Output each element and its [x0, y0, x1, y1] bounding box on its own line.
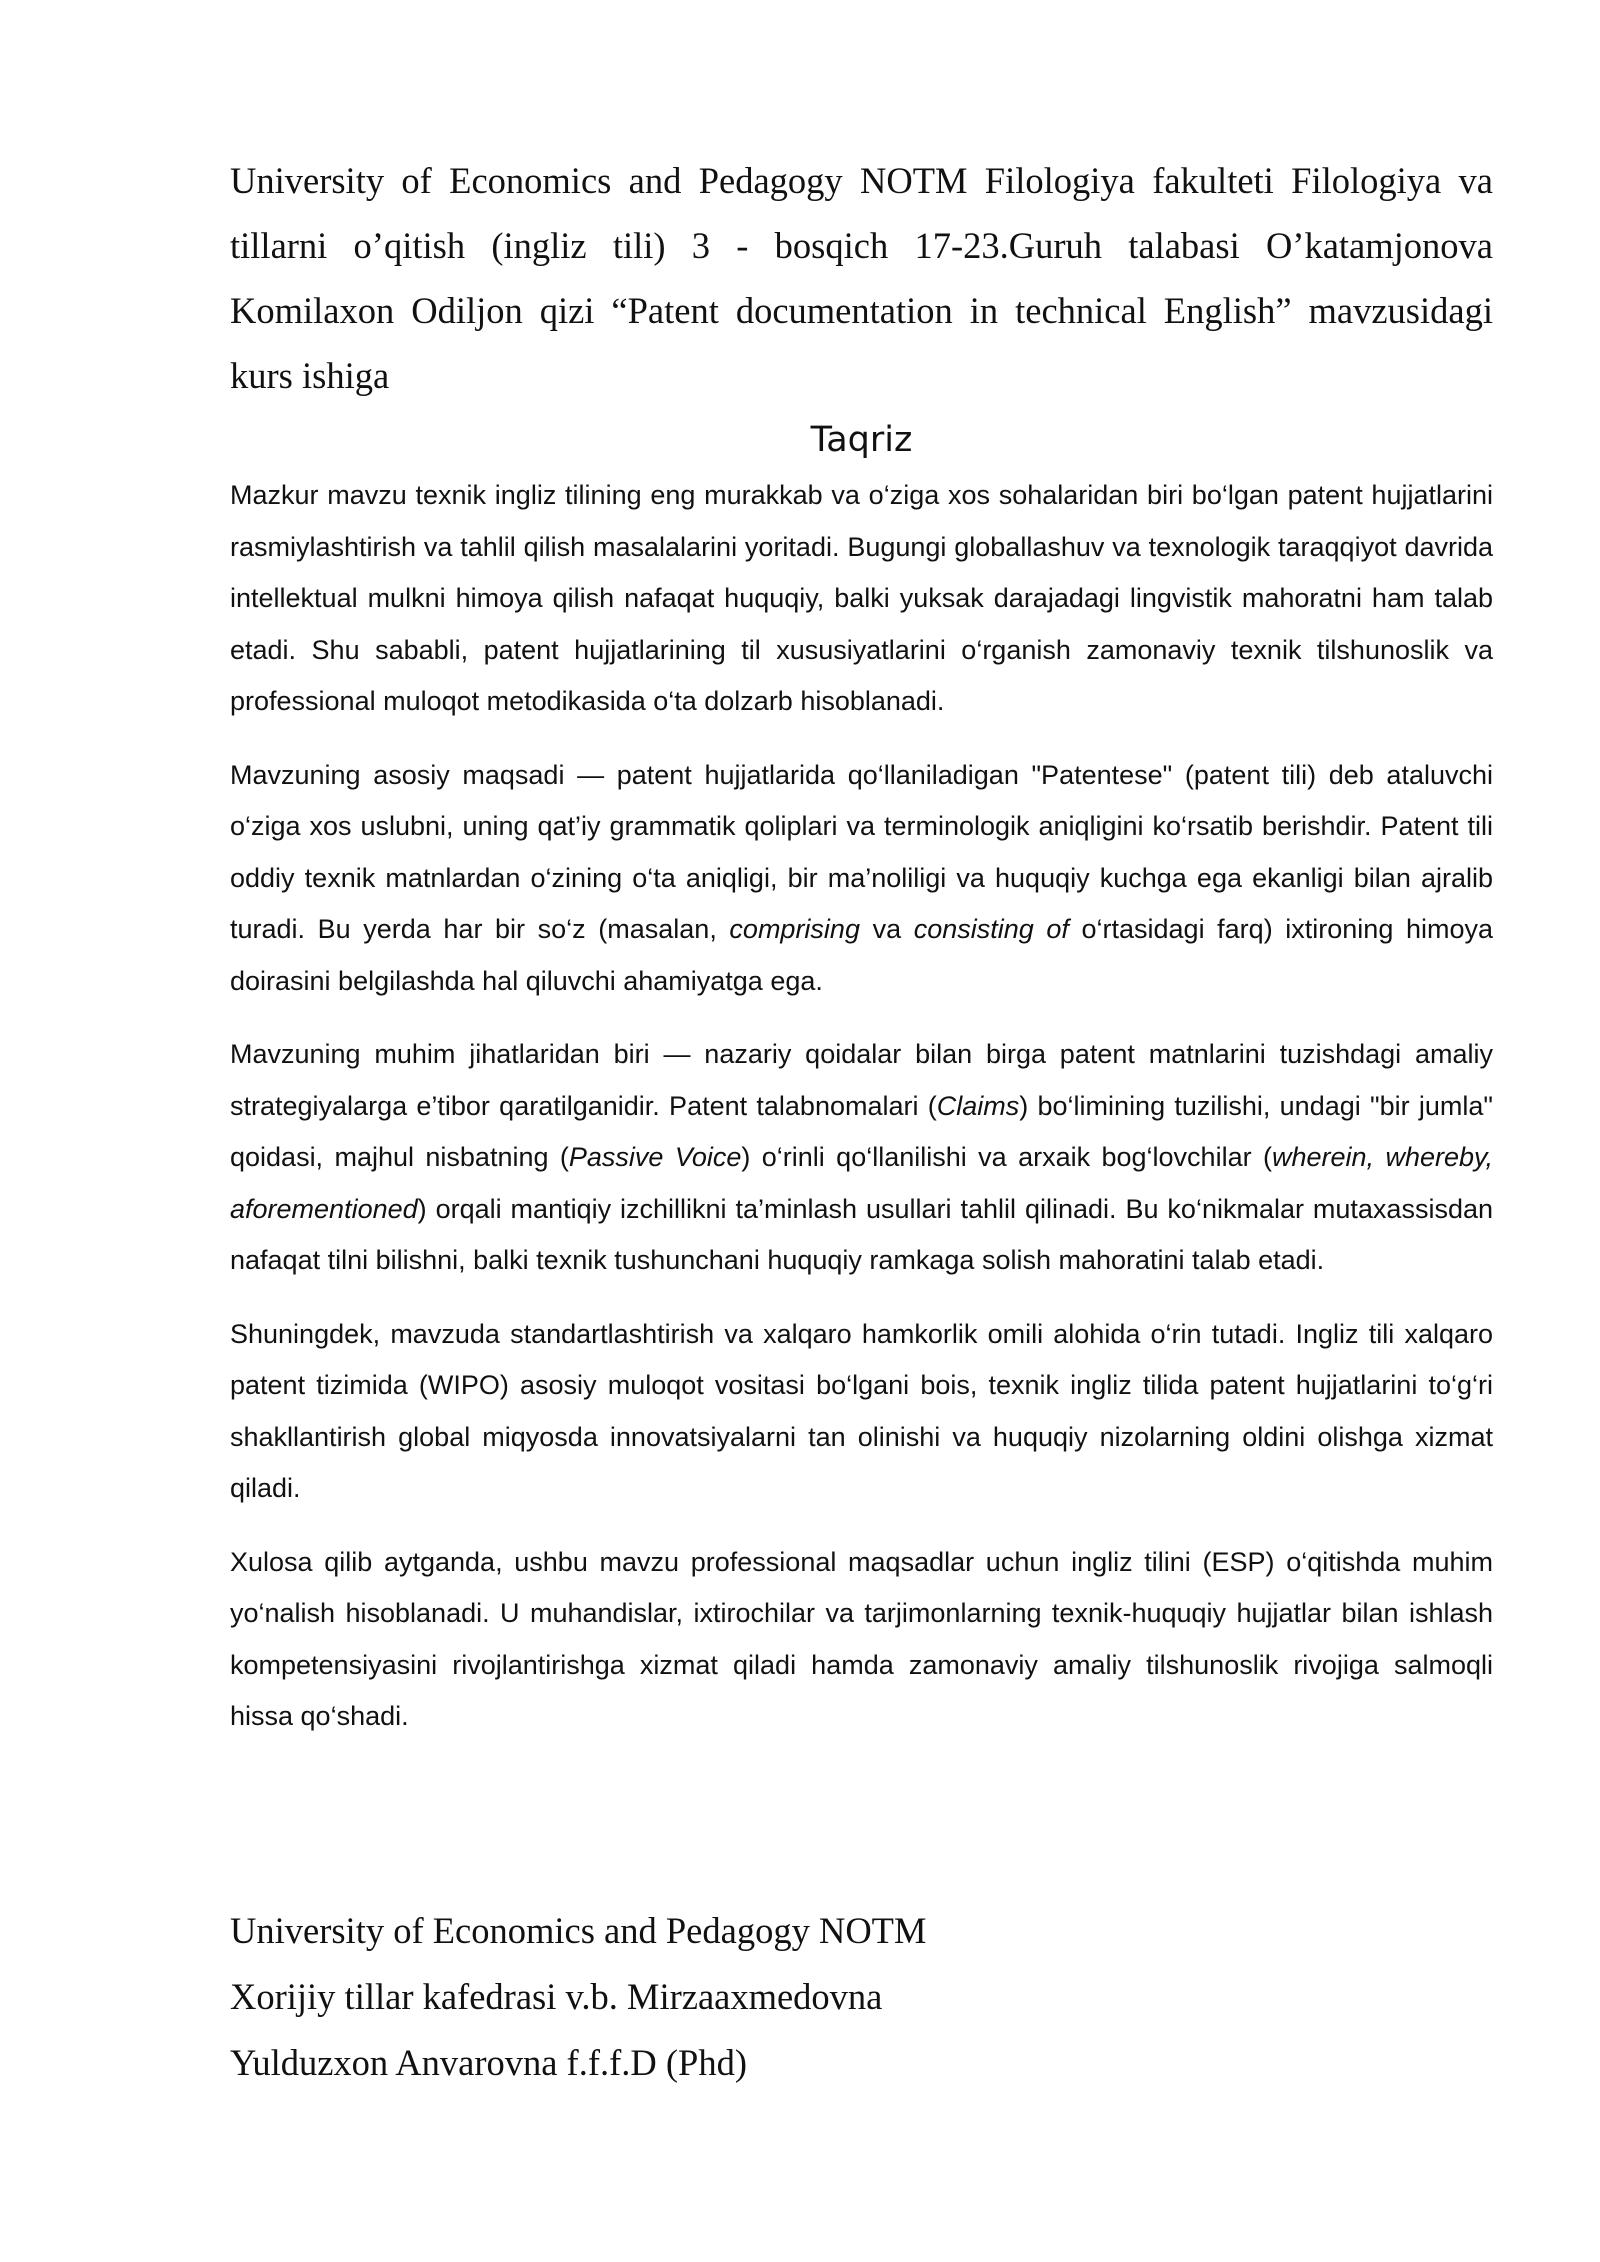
- signature-university: University of Economics and Pedagogy NOTM: [230, 1910, 927, 1951]
- term-archaic-conjunctions: wherein, whereby, aforementioned: [230, 1142, 1493, 1224]
- paragraph-5: Xulosa qilib aytganda, ushbu mavzu professional maqsadlar uchun ingliz tilini (ESP) o‘qitishda muhim yo‘nalish hisoblanadi. U muhandislar, ixtirochilar va tarjimonlarning texnik-huquqiy hujjatlar bilan ishlash kompetensiyasini rivojlantirishga xizmat qiladi hamda zamonaviy amaliy tilshunoslik rivojiga salmoqli hissa qo‘shadi.: [230, 1546, 1493, 1731]
- document-header: University of Economics and Pedagogy NOTM Filologiya fakulteti Filologiya va tillarni o’qitish (ingliz tili) 3 - bosqich 17-23.Guruh talabasi O’katamjonova Komilaxon Odiljon qizi “Patent documentation in technical English” mavzusidagi kurs ishiga: [230, 160, 1493, 396]
- paragraph-2-text-3: o‘rtasidagi farq) ixtironing himoya doirasini belgilashda hal qiluvchi ahamiyatga ega.: [230, 914, 1493, 996]
- signature-department: Xorijiy tillar kafedrasi v.b. Mirzaaxmedovna: [230, 1976, 883, 2017]
- paragraph-2-text-1: Mavzuning asosiy maqsadi — patent hujjatlarida qo‘llaniladigan "Patentese" (patent tili) deb ataluvchi o‘ziga xos uslubni, uning qat’iy grammatik qoliplari va terminologik aniqligini ko‘rsatib berishdir. Patent tili oddiy texnik matnlardan o‘zining o‘ta aniqligi, bir ma’noliligi va huquqiy kuchga ega ekanligi bilan ajralib turadi. Bu yerda har bir so‘z (masalan,: [230, 759, 1493, 944]
- term-comprising: comprising: [729, 914, 860, 944]
- signature-block: [230, 1898, 926, 2096]
- paragraph-3-text-1: Mavzuning muhim jihatlaridan biri — nazariy qoidalar bilan birga patent matnlarini tuzishdagi amaliy strategiyalarga e’tibor qaratilganidir. Patent talabnomalari (: [230, 1039, 1493, 1121]
- paragraph-3-text-4: ) orqali mantiqiy izchillikni ta’minlash usullari tahlil qilinadi. Bu ko‘nikmalar mutaxassisdan nafaqat tilni bilishni, balki texnik tushunchani huquqiy ramkaga solish mahoratini talab etadi.: [230, 1193, 1493, 1275]
- document-page: [230, 148, 1493, 1765]
- paragraph-3-text-2: ) bo‘limining tuzilishi, undagi "bir jumla" qoidasi, majhul nisbatning (: [230, 1090, 1493, 1172]
- paragraph-4: Shuningdek, mavzuda standartlashtirish va xalqaro hamkorlik omili alohida o‘rin tutadi. Ingliz tili xalqaro patent tizimida (WIPO) asosiy muloqot vositasi bo‘lgani bois, texnik ingliz tilida patent hujjatlarini to‘g‘ri shakllantirish global miqyosda innovatsiyalarni tan olinishi va huquqiy nizolarning oldini olishga xizmat qiladi.: [230, 1318, 1493, 1503]
- paragraph-1: Mazkur mavzu texnik ingliz tilining eng murakkab va o‘ziga xos sohalaridan biri bo‘lgan patent hujjatlarini rasmiylashtirish va tahlil qilish masalalarini yoritadi. Bugungi globallashuv va texnologik taraqqiyot davrida intellektual mulkni himoya qilish nafaqat huquqiy, balki yuksak darajadagi lingvistik mahoratni ham talab etadi. Shu sababli, patent hujjatlarining til xususiyatlarini o‘rganish zamonaviy texnik tilshunoslik va professional muloqot metodikasida o‘ta dolzarb hisoblanadi.: [230, 480, 1493, 716]
- term-passive-voice: Passive Voice: [568, 1142, 742, 1172]
- paragraph-3: [230, 1029, 1493, 1287]
- document-title: Taqriz: [810, 420, 913, 460]
- term-consisting-of: consisting of: [913, 914, 1069, 944]
- paragraph-2-text-2: va: [859, 914, 914, 944]
- term-claims: Claims: [936, 1090, 1020, 1121]
- signature-name: Yulduzxon Anvarovna f.f.f.D (Phd): [230, 2042, 747, 2083]
- paragraph-2: [230, 750, 1493, 1008]
- paragraph-3-text-3: ) o‘rinli qo‘llanilishi va arxaik bog‘lovchilar (: [741, 1142, 1272, 1172]
